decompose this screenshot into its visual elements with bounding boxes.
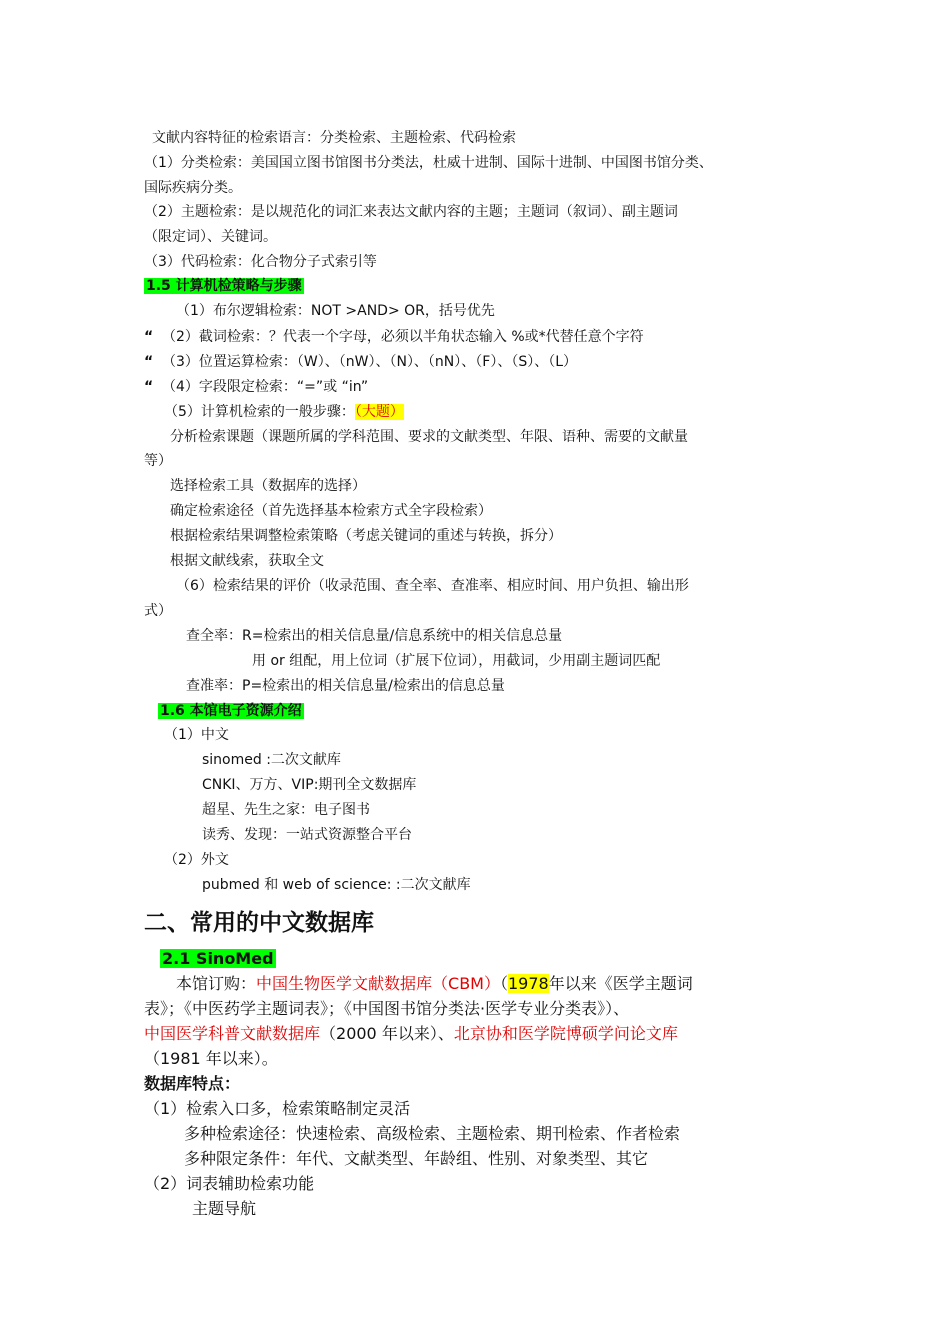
text-line: 查全率：R=检索出的相关信息量/信息系统中的相关信息总量 (186, 628, 563, 644)
text-line: 根据检索结果调整检索策略（考虑关键词的重述与转换，拆分） (170, 528, 562, 544)
bullet-mark: “ (144, 379, 154, 395)
section-heading-2-1 (160, 948, 276, 970)
heading-text: 1.6 本馆电子资源介绍 (160, 703, 302, 719)
text-line: 根据文献线索，获取全文 (170, 553, 324, 569)
text-line: （2）截词检索：？代表一个字母，必须以半角状态输入 %或*代替任意个字符 (162, 329, 644, 345)
text-span: （5）计算机检索的一般步骤： (164, 404, 355, 420)
text-line: 国际疾病分类。 (144, 180, 242, 196)
text-line: （6）检索结果的评价（收录范围、查全率、查准率、相应时间、用户负担、输出形 (176, 578, 689, 594)
text-line: 查准率：P=检索出的相关信息量/检索出的信息总量 (186, 678, 505, 694)
text-line: 多种限定条件：年代、文献类型、年龄组、性别、对象类型、其它 (184, 1149, 649, 1168)
text-line: 超星、先生之家：电子图书 (202, 802, 370, 818)
paragraph-line: （1981 年以来）。 (144, 1049, 278, 1068)
paragraph-line (176, 973, 693, 995)
text-line: （2）词表辅助检索功能 (144, 1174, 315, 1193)
database-name: 中国医学科普文献数据库 (144, 1024, 321, 1043)
text-line: 确定检索途径（首先选择基本检索方式全字段检索） (170, 503, 492, 519)
text-line: 文献内容特征的检索语言：分类检索、主题检索、代码检索 (152, 130, 516, 146)
text-line: （1）布尔逻辑检索：NOT >AND> OR，括号优先 (176, 303, 495, 319)
text-line: 主题导航 (192, 1199, 257, 1218)
chapter-heading: 二、常用的中文数据库 (144, 910, 374, 936)
features-heading: 数据库特点： (144, 1074, 241, 1093)
text-span: 本馆订购： (176, 974, 257, 993)
text-line: （1）检索入口多，检索策略制定灵活 (144, 1099, 411, 1118)
section-heading-1-5 (144, 276, 304, 296)
text-line: （2）主题检索：是以规范化的词汇来表达文献内容的主题；主题词（叙词）、副主题词 (144, 204, 678, 220)
paragraph-line: 表》；《中医药学主题词表》；《中国图书馆分类法·医学专业分类表》）、 (144, 999, 630, 1018)
heading-text: 1.5 计算机检策略与步骤 (146, 278, 302, 294)
text-line (164, 402, 404, 422)
text-line: 分析检索课题（课题所属的学科范围、要求的文献类型、年限、语种、需要的文献量 (170, 429, 688, 445)
section-heading-1-6 (158, 701, 304, 721)
text-line: 多种检索途径：快速检索、高级检索、主题检索、期刊检索、作者检索 (184, 1124, 681, 1143)
heading-text: 2.1 SinoMed (162, 949, 274, 968)
text-span: （ (499, 974, 508, 993)
database-name: 中国生物医学文献数据库（CBM） (256, 974, 500, 993)
year-highlight: 1978 (508, 974, 549, 993)
text-line: 用 or 组配，用上位词（扩展下位词），用截词，少用副主题词匹配 (252, 653, 661, 669)
database-name: 北京协和医学院博硕学问论文库 (453, 1024, 678, 1043)
exam-highlight: （大题） (354, 404, 404, 420)
text-line: （3）位置运算检索：（W）、（nW）、（N）、（nN）、（F）、（S）、（L） (162, 354, 578, 370)
text-line: （4）字段限定检索：“=”或 “in” (162, 379, 369, 395)
text-line: 读秀、发现：一站式资源整合平台 (202, 827, 412, 843)
text-line: 式） (144, 603, 172, 619)
paragraph-line (144, 1023, 678, 1045)
text-line: （3）代码检索：化合物分子式索引等 (144, 254, 377, 270)
text-line: CNKI、万方、VIP:期刊全文数据库 (202, 777, 417, 793)
text-line: （1）中文 (164, 727, 229, 743)
text-span: 年以来《医学主题词 (548, 974, 693, 993)
bullet-mark: “ (144, 354, 154, 370)
text-line: （限定词）、关键词。 (144, 229, 277, 245)
text-line: sinomed :二次文献库 (202, 752, 341, 768)
text-line: （2）外文 (164, 852, 229, 868)
text-line: pubmed 和 web of science: :二次文献库 (202, 877, 471, 893)
text-span: （2000 年以来）、 (320, 1024, 454, 1043)
bullet-mark: “ (144, 329, 154, 345)
text-line: 等） (144, 453, 172, 469)
text-line: （1）分类检索：美国国立图书馆图书分类法，杜威十进制、国际十进制、中国图书馆分类、 (144, 155, 713, 171)
text-line: 选择检索工具（数据库的选择） (170, 478, 366, 494)
